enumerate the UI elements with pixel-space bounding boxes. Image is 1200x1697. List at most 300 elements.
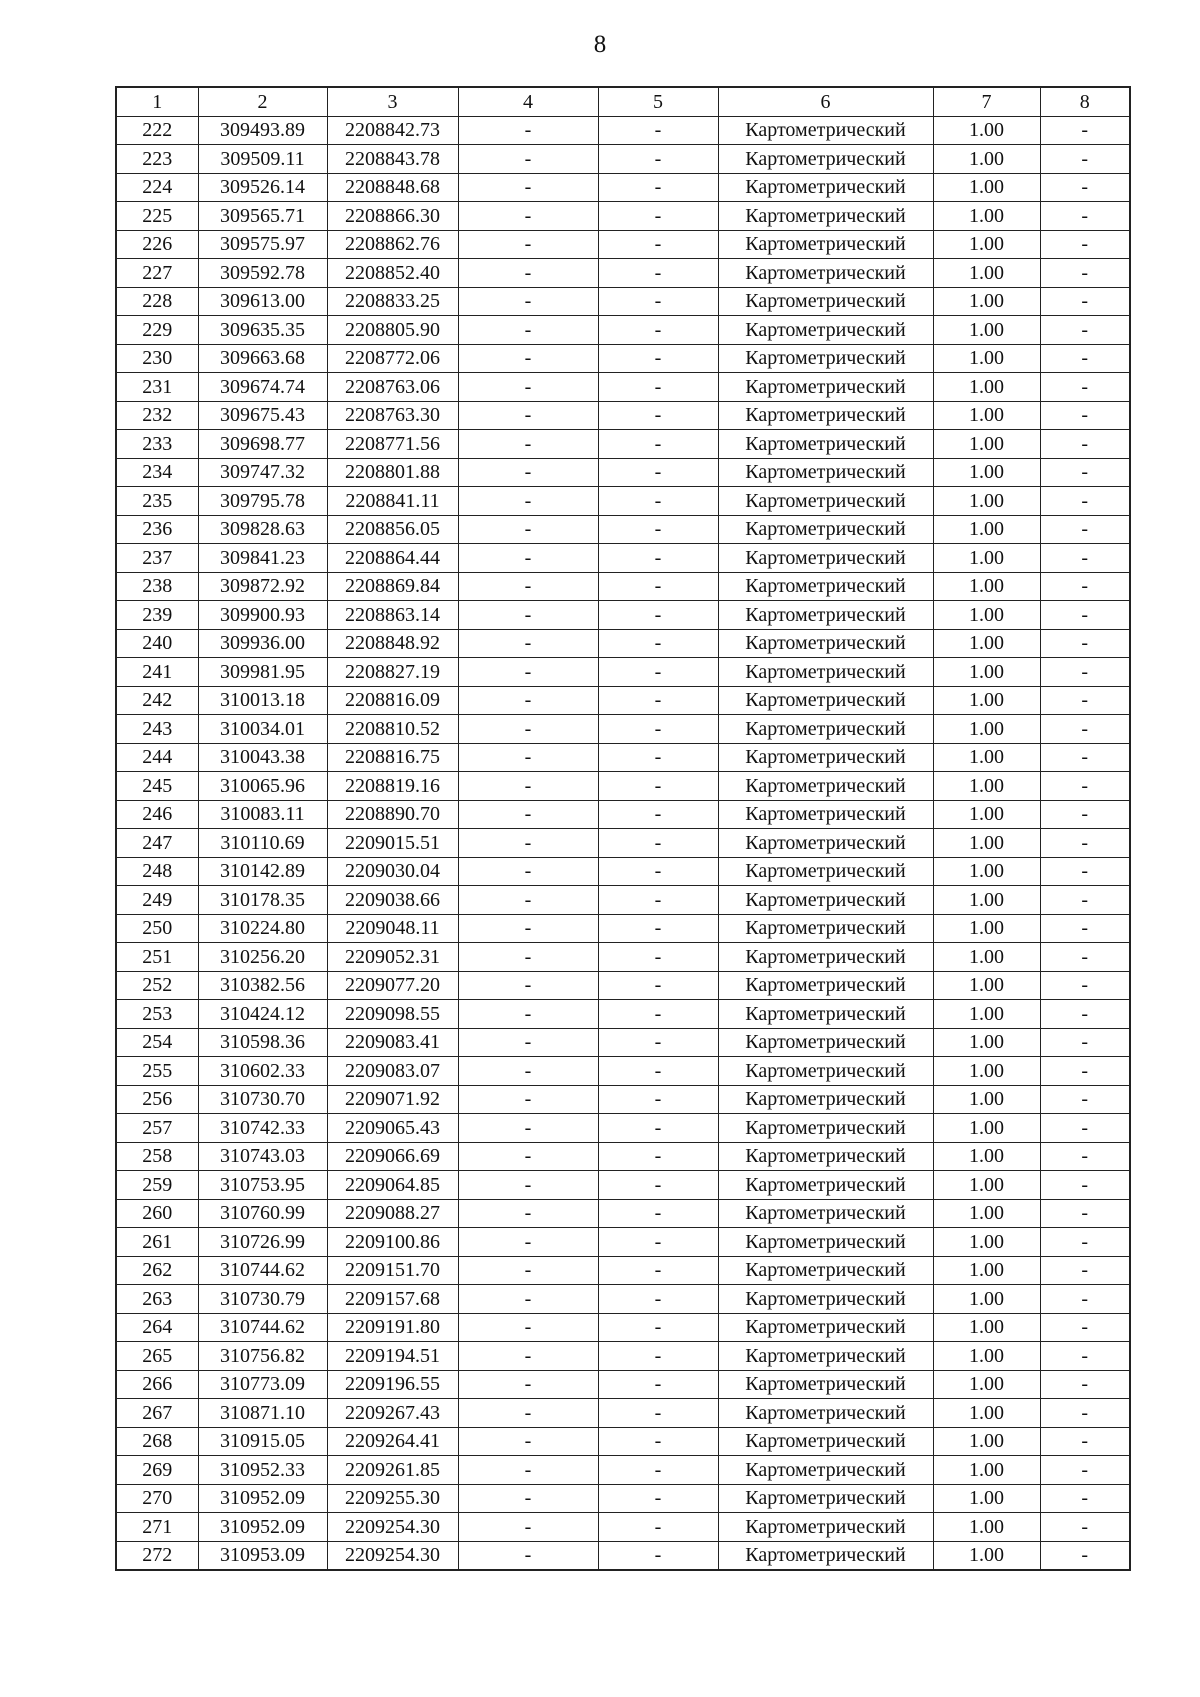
column-8-cell: - [1040,943,1130,972]
table-row [116,515,1130,544]
point-number-cell: 246 [116,800,198,829]
column-4-cell: - [458,914,598,943]
y-coordinate-cell: 2208763.30 [327,401,458,430]
x-coordinate-cell: 310760.99 [198,1199,327,1228]
point-number-cell: 239 [116,601,198,630]
table-row [116,1513,1130,1542]
y-coordinate-cell: 2209038.66 [327,886,458,915]
column-4-cell: - [458,1171,598,1200]
column-4-cell: - [458,487,598,516]
table-row [116,1000,1130,1029]
column-4-cell: - [458,1541,598,1570]
column-4-cell: - [458,1000,598,1029]
table-row [116,943,1130,972]
accuracy-cell: 1.00 [933,487,1040,516]
column-5-cell: - [598,544,718,573]
column-8-cell: - [1040,1085,1130,1114]
x-coordinate-cell: 310953.09 [198,1541,327,1570]
accuracy-cell: 1.00 [933,1057,1040,1086]
table-row [116,287,1130,316]
column-4-cell: - [458,202,598,231]
column-8-cell: - [1040,316,1130,345]
column-8-cell: - [1040,1456,1130,1485]
column-8-cell: - [1040,715,1130,744]
column-4-cell: - [458,259,598,288]
y-coordinate-cell: 2208862.76 [327,230,458,259]
column-8-cell: - [1040,1000,1130,1029]
column-4-cell: - [458,401,598,430]
point-number-cell: 254 [116,1028,198,1057]
column-8-cell: - [1040,914,1130,943]
method-cell: Картометрический [718,1199,933,1228]
column-5-cell: - [598,430,718,459]
y-coordinate-cell: 2209191.80 [327,1313,458,1342]
table-row [116,629,1130,658]
x-coordinate-cell: 310744.62 [198,1256,327,1285]
accuracy-cell: 1.00 [933,857,1040,886]
x-coordinate-cell: 309635.35 [198,316,327,345]
column-8-cell: - [1040,971,1130,1000]
method-cell: Картометрический [718,116,933,145]
column-5-cell: - [598,1370,718,1399]
column-4-cell: - [458,601,598,630]
table-row [116,572,1130,601]
method-cell: Картометрический [718,230,933,259]
accuracy-cell: 1.00 [933,1171,1040,1200]
point-number-cell: 250 [116,914,198,943]
y-coordinate-cell: 2209066.69 [327,1142,458,1171]
column-8-cell: - [1040,1171,1130,1200]
method-cell: Картометрический [718,287,933,316]
table-row [116,1057,1130,1086]
method-cell: Картометрический [718,1028,933,1057]
method-cell: Картометрический [718,544,933,573]
x-coordinate-cell: 310382.56 [198,971,327,1000]
accuracy-cell: 1.00 [933,1000,1040,1029]
method-cell: Картометрический [718,1313,933,1342]
x-coordinate-cell: 310915.05 [198,1427,327,1456]
column-8-cell: - [1040,629,1130,658]
column-5-cell: - [598,1285,718,1314]
column-8-cell: - [1040,116,1130,145]
x-coordinate-cell: 310952.09 [198,1513,327,1542]
method-cell: Картометрический [718,1484,933,1513]
x-coordinate-cell: 310871.10 [198,1399,327,1428]
table-row [116,772,1130,801]
column-5-cell: - [598,1513,718,1542]
column-8-cell: - [1040,1513,1130,1542]
accuracy-cell: 1.00 [933,1028,1040,1057]
method-cell: Картометрический [718,173,933,202]
table-row [116,886,1130,915]
point-number-cell: 231 [116,373,198,402]
method-cell: Картометрический [718,715,933,744]
column-5-cell: - [598,401,718,430]
table-row [116,316,1130,345]
x-coordinate-cell: 310743.03 [198,1142,327,1171]
column-5-cell: - [598,572,718,601]
method-cell: Картометрический [718,145,933,174]
column-8-cell: - [1040,1114,1130,1143]
y-coordinate-cell: 2208856.05 [327,515,458,544]
column-8-cell: - [1040,1285,1130,1314]
accuracy-cell: 1.00 [933,886,1040,915]
point-number-cell: 244 [116,743,198,772]
y-coordinate-cell: 2208869.84 [327,572,458,601]
column-4-cell: - [458,373,598,402]
column-5-cell: - [598,857,718,886]
point-number-cell: 258 [116,1142,198,1171]
y-coordinate-cell: 2209088.27 [327,1199,458,1228]
point-number-cell: 236 [116,515,198,544]
column-5-cell: - [598,145,718,174]
accuracy-cell: 1.00 [933,686,1040,715]
accuracy-cell: 1.00 [933,259,1040,288]
method-cell: Картометрический [718,401,933,430]
y-coordinate-cell: 2208763.06 [327,373,458,402]
column-4-cell: - [458,1285,598,1314]
column-8-cell: - [1040,601,1130,630]
method-cell: Картометрический [718,1114,933,1143]
column-8-cell: - [1040,743,1130,772]
accuracy-cell: 1.00 [933,572,1040,601]
table-row [116,1228,1130,1257]
column-header: 1 [116,87,198,116]
point-number-cell: 256 [116,1085,198,1114]
x-coordinate-cell: 309575.97 [198,230,327,259]
table-row [116,1313,1130,1342]
column-header: 7 [933,87,1040,116]
method-cell: Картометрический [718,1541,933,1570]
column-5-cell: - [598,1000,718,1029]
point-number-cell: 249 [116,886,198,915]
method-cell: Картометрический [718,1456,933,1485]
column-5-cell: - [598,515,718,544]
point-number-cell: 255 [116,1057,198,1086]
method-cell: Картометрический [718,1513,933,1542]
x-coordinate-cell: 309663.68 [198,344,327,373]
y-coordinate-cell: 2209083.07 [327,1057,458,1086]
x-coordinate-cell: 309509.11 [198,145,327,174]
method-cell: Картометрический [718,515,933,544]
column-4-cell: - [458,1370,598,1399]
method-cell: Картометрический [718,1171,933,1200]
method-cell: Картометрический [718,1228,933,1257]
point-number-cell: 232 [116,401,198,430]
y-coordinate-cell: 2209052.31 [327,943,458,972]
y-coordinate-cell: 2208816.09 [327,686,458,715]
table-row [116,1285,1130,1314]
table-row [116,1028,1130,1057]
accuracy-cell: 1.00 [933,230,1040,259]
accuracy-cell: 1.00 [933,145,1040,174]
column-4-cell: - [458,1313,598,1342]
column-8-cell: - [1040,1256,1130,1285]
y-coordinate-cell: 2209077.20 [327,971,458,1000]
column-8-cell: - [1040,430,1130,459]
point-number-cell: 243 [116,715,198,744]
y-coordinate-cell: 2209065.43 [327,1114,458,1143]
point-number-cell: 238 [116,572,198,601]
accuracy-cell: 1.00 [933,544,1040,573]
x-coordinate-cell: 310952.33 [198,1456,327,1485]
y-coordinate-cell: 2209098.55 [327,1000,458,1029]
column-5-cell: - [598,715,718,744]
column-8-cell: - [1040,658,1130,687]
method-cell: Картометрический [718,259,933,288]
point-number-cell: 260 [116,1199,198,1228]
method-cell: Картометрический [718,430,933,459]
table-row [116,230,1130,259]
accuracy-cell: 1.00 [933,173,1040,202]
column-header: 5 [598,87,718,116]
y-coordinate-cell: 2208848.92 [327,629,458,658]
x-coordinate-cell: 309698.77 [198,430,327,459]
x-coordinate-cell: 310730.70 [198,1085,327,1114]
x-coordinate-cell: 310043.38 [198,743,327,772]
column-8-cell: - [1040,1399,1130,1428]
method-cell: Картометрический [718,344,933,373]
point-number-cell: 234 [116,458,198,487]
point-number-cell: 267 [116,1399,198,1428]
column-4-cell: - [458,1114,598,1143]
column-5-cell: - [598,1399,718,1428]
column-8-cell: - [1040,145,1130,174]
method-cell: Картометрический [718,772,933,801]
accuracy-cell: 1.00 [933,1285,1040,1314]
column-8-cell: - [1040,686,1130,715]
x-coordinate-cell: 310083.11 [198,800,327,829]
table-row [116,1114,1130,1143]
accuracy-cell: 1.00 [933,287,1040,316]
column-5-cell: - [598,458,718,487]
column-4-cell: - [458,715,598,744]
method-cell: Картометрический [718,971,933,1000]
y-coordinate-cell: 2208852.40 [327,259,458,288]
column-5-cell: - [598,1057,718,1086]
column-5-cell: - [598,829,718,858]
y-coordinate-cell: 2209015.51 [327,829,458,858]
table-row [116,1171,1130,1200]
accuracy-cell: 1.00 [933,1313,1040,1342]
x-coordinate-cell: 310065.96 [198,772,327,801]
column-4-cell: - [458,1456,598,1485]
method-cell: Картометрический [718,1285,933,1314]
y-coordinate-cell: 2209064.85 [327,1171,458,1200]
column-5-cell: - [598,202,718,231]
y-coordinate-cell: 2208848.68 [327,173,458,202]
y-coordinate-cell: 2209196.55 [327,1370,458,1399]
accuracy-cell: 1.00 [933,316,1040,345]
accuracy-cell: 1.00 [933,1399,1040,1428]
column-5-cell: - [598,1114,718,1143]
column-4-cell: - [458,515,598,544]
column-4-cell: - [458,287,598,316]
column-header: 2 [198,87,327,116]
y-coordinate-cell: 2208842.73 [327,116,458,145]
column-8-cell: - [1040,259,1130,288]
column-8-cell: - [1040,1313,1130,1342]
point-number-cell: 228 [116,287,198,316]
accuracy-cell: 1.00 [933,658,1040,687]
column-5-cell: - [598,629,718,658]
y-coordinate-cell: 2209255.30 [327,1484,458,1513]
y-coordinate-cell: 2209083.41 [327,1028,458,1057]
y-coordinate-cell: 2208843.78 [327,145,458,174]
x-coordinate-cell: 309592.78 [198,259,327,288]
column-4-cell: - [458,1085,598,1114]
column-5-cell: - [598,772,718,801]
y-coordinate-cell: 2208827.19 [327,658,458,687]
column-5-cell: - [598,1456,718,1485]
x-coordinate-cell: 309900.93 [198,601,327,630]
point-number-cell: 266 [116,1370,198,1399]
column-4-cell: - [458,1399,598,1428]
method-cell: Картометрический [718,373,933,402]
accuracy-cell: 1.00 [933,971,1040,1000]
column-4-cell: - [458,344,598,373]
accuracy-cell: 1.00 [933,1228,1040,1257]
accuracy-cell: 1.00 [933,430,1040,459]
table-row [116,743,1130,772]
column-5-cell: - [598,1342,718,1371]
accuracy-cell: 1.00 [933,743,1040,772]
table-row [116,401,1130,430]
column-4-cell: - [458,458,598,487]
column-4-cell: - [458,1342,598,1371]
column-5-cell: - [598,743,718,772]
x-coordinate-cell: 309675.43 [198,401,327,430]
x-coordinate-cell: 309936.00 [198,629,327,658]
accuracy-cell: 1.00 [933,1427,1040,1456]
column-4-cell: - [458,1057,598,1086]
column-8-cell: - [1040,1142,1130,1171]
column-8-cell: - [1040,572,1130,601]
column-8-cell: - [1040,287,1130,316]
column-5-cell: - [598,1142,718,1171]
accuracy-cell: 1.00 [933,202,1040,231]
table-body [116,116,1130,1570]
column-4-cell: - [458,943,598,972]
column-4-cell: - [458,1256,598,1285]
method-cell: Картометрический [718,629,933,658]
table-row [116,1427,1130,1456]
table-row [116,458,1130,487]
column-5-cell: - [598,1427,718,1456]
method-cell: Картометрический [718,601,933,630]
x-coordinate-cell: 309613.00 [198,287,327,316]
column-header: 8 [1040,87,1130,116]
table-row [116,116,1130,145]
column-8-cell: - [1040,886,1130,915]
point-number-cell: 242 [116,686,198,715]
column-header: 4 [458,87,598,116]
point-number-cell: 241 [116,658,198,687]
y-coordinate-cell: 2209030.04 [327,857,458,886]
point-number-cell: 225 [116,202,198,231]
table-row [116,971,1130,1000]
column-4-cell: - [458,316,598,345]
column-5-cell: - [598,1085,718,1114]
column-5-cell: - [598,487,718,516]
point-number-cell: 269 [116,1456,198,1485]
point-number-cell: 268 [116,1427,198,1456]
column-8-cell: - [1040,544,1130,573]
y-coordinate-cell: 2209157.68 [327,1285,458,1314]
accuracy-cell: 1.00 [933,344,1040,373]
method-cell: Картометрический [718,202,933,231]
column-8-cell: - [1040,829,1130,858]
method-cell: Картометрический [718,1399,933,1428]
column-4-cell: - [458,971,598,1000]
y-coordinate-cell: 2208772.06 [327,344,458,373]
column-5-cell: - [598,173,718,202]
column-5-cell: - [598,230,718,259]
y-coordinate-cell: 2208866.30 [327,202,458,231]
column-8-cell: - [1040,857,1130,886]
column-8-cell: - [1040,1484,1130,1513]
column-8-cell: - [1040,373,1130,402]
x-coordinate-cell: 310744.62 [198,1313,327,1342]
x-coordinate-cell: 310013.18 [198,686,327,715]
column-5-cell: - [598,116,718,145]
point-number-cell: 223 [116,145,198,174]
table-row [116,1399,1130,1428]
method-cell: Картометрический [718,914,933,943]
point-number-cell: 224 [116,173,198,202]
point-number-cell: 259 [116,1171,198,1200]
table-row [116,202,1130,231]
accuracy-cell: 1.00 [933,1456,1040,1485]
point-number-cell: 253 [116,1000,198,1029]
column-8-cell: - [1040,1342,1130,1371]
column-4-cell: - [458,145,598,174]
column-header: 3 [327,87,458,116]
column-5-cell: - [598,287,718,316]
point-number-cell: 229 [116,316,198,345]
column-4-cell: - [458,857,598,886]
accuracy-cell: 1.00 [933,629,1040,658]
page-number: 8 [593,31,607,58]
x-coordinate-cell: 309872.92 [198,572,327,601]
column-5-cell: - [598,344,718,373]
column-5-cell: - [598,1199,718,1228]
table-row [116,658,1130,687]
y-coordinate-cell: 2209267.43 [327,1399,458,1428]
x-coordinate-cell: 309795.78 [198,487,327,516]
point-number-cell: 265 [116,1342,198,1371]
column-4-cell: - [458,572,598,601]
column-8-cell: - [1040,1028,1130,1057]
point-number-cell: 237 [116,544,198,573]
y-coordinate-cell: 2209254.30 [327,1513,458,1542]
accuracy-cell: 1.00 [933,943,1040,972]
table-row [116,914,1130,943]
point-number-cell: 248 [116,857,198,886]
table-row [116,430,1130,459]
column-5-cell: - [598,601,718,630]
column-8-cell: - [1040,487,1130,516]
method-cell: Картометрический [718,1342,933,1371]
y-coordinate-cell: 2208801.88 [327,458,458,487]
method-cell: Картометрический [718,572,933,601]
method-cell: Картометрический [718,1142,933,1171]
column-8-cell: - [1040,458,1130,487]
y-coordinate-cell: 2208864.44 [327,544,458,573]
table-row [116,1370,1130,1399]
column-header: 6 [718,87,933,116]
x-coordinate-cell: 310730.79 [198,1285,327,1314]
